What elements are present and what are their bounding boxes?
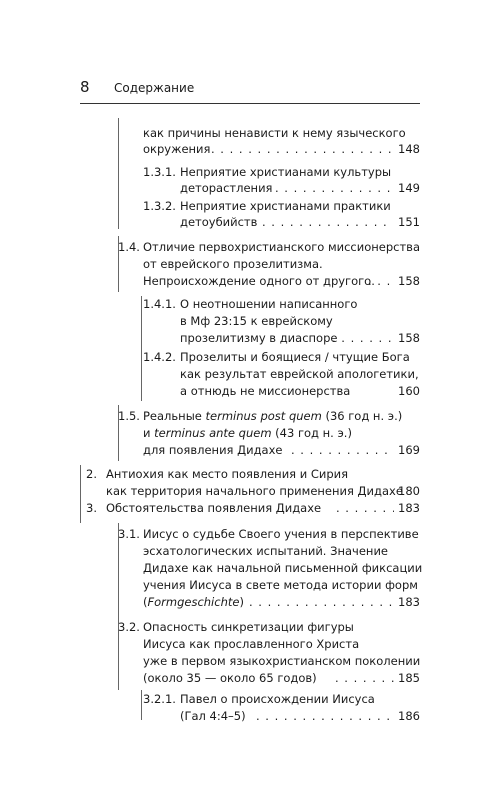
entry-number: 1.3.1.	[143, 165, 176, 179]
page-ref: 183	[398, 501, 420, 515]
entry-number: 3.	[86, 501, 97, 515]
running-header	[80, 79, 420, 97]
running-title: Содержание	[114, 81, 195, 95]
entry-text: Дидахе как начальной письменной фиксации	[143, 561, 423, 575]
entry-text: прозелитизму в диаспоре	[180, 331, 338, 345]
entry-text: эсхатологических испытаний. Значение	[143, 544, 388, 558]
entry-text: уже в первом языкохристианском поколении	[143, 654, 421, 668]
entry-text: деторастления	[180, 181, 273, 195]
dot-leader	[368, 274, 394, 288]
entry-number: 1.5.	[118, 409, 140, 423]
dot-leader	[249, 595, 395, 609]
dot-leader	[262, 215, 393, 229]
entry-text: (Гал 4:4–5)	[180, 709, 246, 723]
entry-text: Иисуса как прославленного Христа	[143, 637, 360, 651]
entry-text: (около 35 — около 65 годов)	[143, 671, 317, 685]
entry-number: 3.2.	[118, 620, 140, 634]
entry-number: 1.3.2.	[143, 199, 176, 213]
dot-leader	[332, 331, 394, 345]
entry-text: (36 год н. э.)	[321, 409, 403, 423]
entry-text: Обстоятельства появления Дидахе	[106, 501, 322, 515]
page-number: 8	[80, 78, 90, 96]
entry-text-italic: Formgeschichte	[147, 595, 240, 609]
entry-text: для появления Дидахе	[143, 443, 283, 457]
section-bar	[80, 465, 81, 505]
dot-leader	[291, 443, 394, 457]
page-ref: 169	[398, 443, 420, 457]
dot-leader	[275, 181, 393, 195]
entry-text: как результат еврейской апологетики,	[180, 367, 419, 381]
dot-leader	[256, 709, 394, 723]
entry-text: Прозелиты и боящиеся / чтущие Бога	[180, 350, 410, 364]
section-bar	[118, 118, 119, 229]
entry-text: )	[239, 595, 244, 609]
entry-text: как территория начального применения Дидахе	[106, 484, 403, 498]
entry-number: 1.4.2.	[143, 350, 176, 364]
page-ref: 186	[398, 709, 420, 723]
entry-text: Павел о происхождении Иисуса	[180, 692, 375, 706]
section-bar	[141, 296, 142, 401]
entry-text: как причины ненависти к нему языческого	[143, 126, 406, 140]
entry-number: 1.4.1.	[143, 297, 176, 311]
page-ref: 183	[398, 595, 420, 609]
entry-text: О неотношении написанного	[180, 297, 358, 311]
entry-text: учения Иисуса в свете метода истории форм	[143, 578, 418, 592]
entry-number: 3.1.	[118, 527, 140, 541]
entry-text: от еврейского прозелитизма.	[143, 257, 323, 271]
entry-text: в Мф 23:15 к еврейскому	[180, 314, 333, 328]
section-bar	[141, 690, 142, 720]
entry-text: Неприятие христианами культуры	[180, 165, 392, 179]
page-ref: 160	[398, 384, 420, 398]
entry-text: и	[143, 426, 155, 440]
entry-text: детоубийств	[180, 215, 258, 229]
entry-text: Отличие первохристианского миссионерства	[143, 240, 421, 254]
page-ref: 185	[398, 671, 420, 685]
entry-text-italic: terminus post quem	[205, 409, 322, 423]
entry-text: окружения	[143, 142, 211, 156]
entry-number: 1.4.	[118, 240, 140, 254]
section-bar	[80, 505, 81, 523]
entry-text: Непроисхождение одного от другого.	[143, 274, 375, 288]
dot-leader	[211, 142, 393, 156]
page-ref: 151	[398, 215, 420, 229]
page-ref: 149	[398, 181, 420, 195]
page-ref: 148	[398, 142, 420, 156]
header-rule	[80, 103, 420, 104]
page-ref: 158	[398, 274, 420, 288]
entry-text: Иисус о судьбе Своего учения в перспективе	[143, 527, 419, 541]
dot-leader	[335, 671, 395, 685]
entry-text: а отнюдь не миссионерства	[180, 384, 351, 398]
entry-number: 3.2.1.	[143, 692, 176, 706]
entry-text: Реальные	[143, 409, 206, 423]
entry-text: (	[143, 595, 148, 609]
entry-number: 2.	[86, 467, 97, 481]
page-ref: 158	[398, 331, 420, 345]
entry-text: Антиохия как место появления и Сирия	[106, 467, 349, 481]
entry-text: Опасность синкретизации фигуры	[143, 620, 354, 634]
dot-leader	[336, 501, 394, 515]
entry-text-italic: terminus ante quem	[154, 426, 272, 440]
entry-text: Неприятие христианами практики	[180, 199, 391, 213]
page-ref: 180	[398, 484, 420, 498]
entry-text: (43 год н. э.)	[271, 426, 352, 440]
